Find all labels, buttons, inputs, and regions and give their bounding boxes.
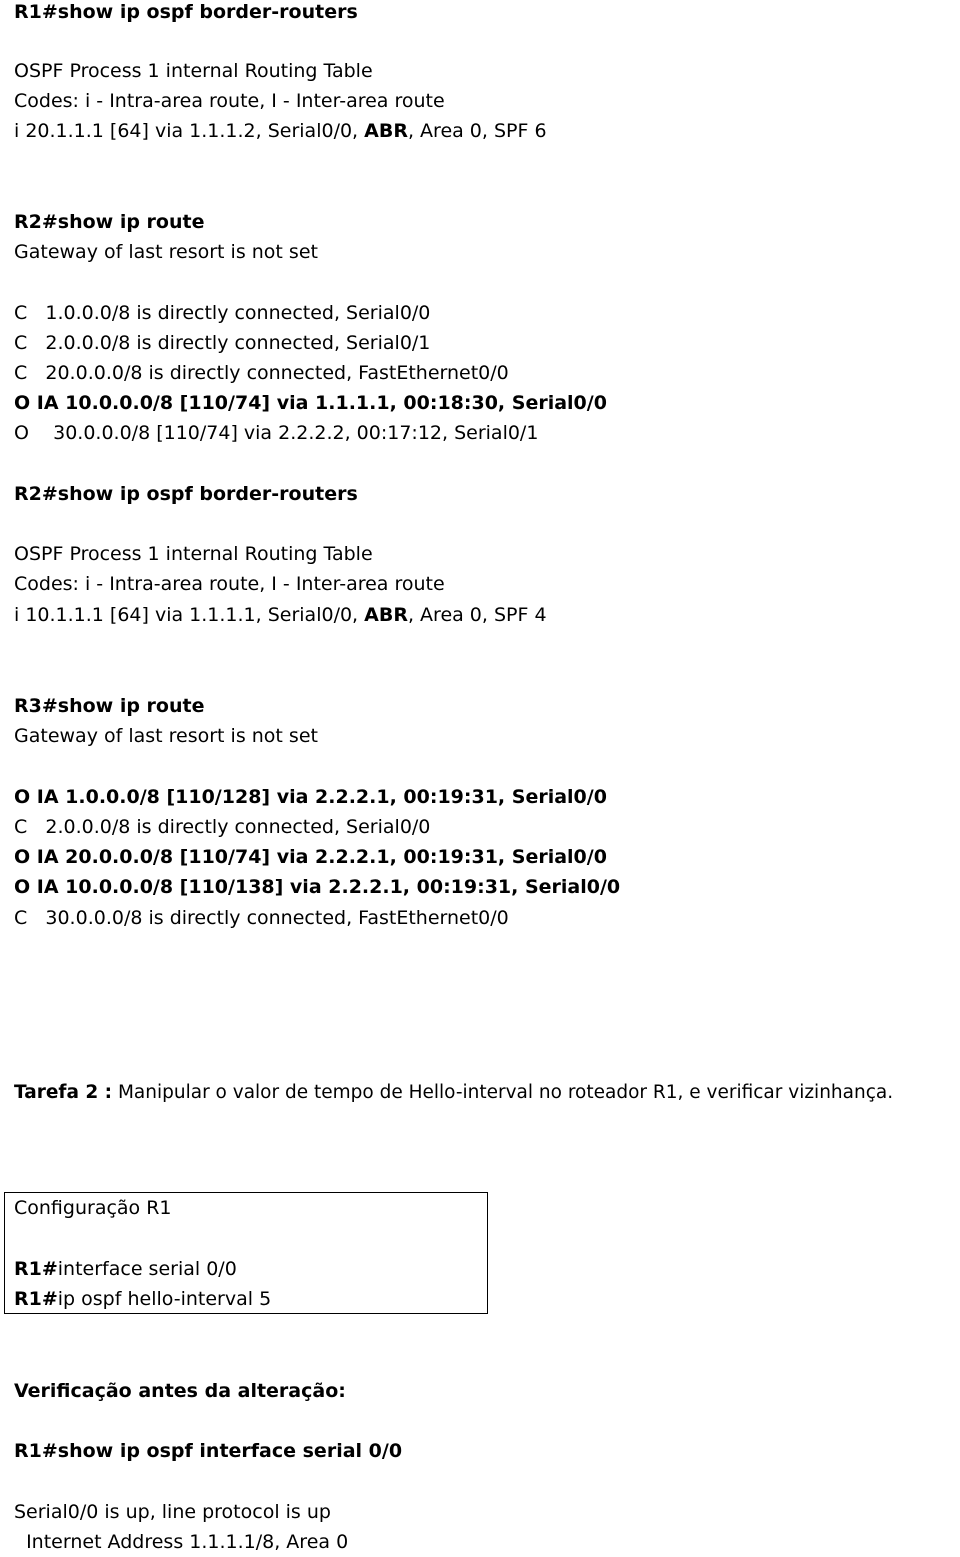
verification-status: Serial0/0 is up, line protocol is up	[14, 1501, 331, 1523]
config-command: R1#interface serial 0/0	[14, 1258, 237, 1280]
r3-route-line: C 2.0.0.0/8 is directly connected, Serial0/0	[14, 816, 431, 838]
config-command: R1#ip ospf hello-interval 5	[14, 1288, 272, 1310]
r2-border-codes: Codes: i - Intra-area route, I - Inter-area route	[14, 573, 445, 595]
config-box-title: Configuração R1	[14, 1197, 172, 1219]
r3-route-line: O IA 10.0.0.0/8 [110/138] via 2.2.2.1, 00:19:31, Serial0/0	[14, 876, 621, 898]
r1-border-table-title: OSPF Process 1 internal Routing Table	[14, 60, 373, 82]
r2-route-line: C 2.0.0.0/8 is directly connected, Serial0/1	[14, 332, 431, 354]
r1-border-codes: Codes: i - Intra-area route, I - Inter-area route	[14, 90, 445, 112]
r2-border-command: R2#show ip ospf border-routers	[14, 483, 358, 505]
task-2-line: Tarefa 2 : Manipular o valor de tempo de Hello-interval no roteador R1, e verificar vizinhança.	[14, 1082, 894, 1103]
verification-address: Internet Address 1.1.1.1/8, Area 0	[14, 1531, 349, 1553]
r3-route-gateway: Gateway of last resort is not set	[14, 725, 318, 747]
r3-route-line: C 30.0.0.0/8 is directly connected, FastEthernet0/0	[14, 907, 509, 929]
r2-route-line: C 20.0.0.0/8 is directly connected, FastEthernet0/0	[14, 362, 509, 384]
r1-border-entry: i 20.1.1.1 [64] via 1.1.1.2, Serial0/0, ABR, Area 0, SPF 6	[14, 120, 547, 142]
r2-route-command: R2#show ip route	[14, 211, 205, 233]
r2-route-line: O IA 10.0.0.0/8 [110/74] via 1.1.1.1, 00:18:30, Serial0/0	[14, 392, 607, 414]
verification-command: R1#show ip ospf interface serial 0/0	[14, 1440, 403, 1462]
r2-route-line: C 1.0.0.0/8 is directly connected, Serial0/0	[14, 302, 431, 324]
r3-route-command: R3#show ip route	[14, 695, 205, 717]
r2-route-gateway: Gateway of last resort is not set	[14, 241, 318, 263]
r3-route-line: O IA 20.0.0.0/8 [110/74] via 2.2.2.1, 00:19:31, Serial0/0	[14, 846, 607, 868]
r2-border-entry: i 10.1.1.1 [64] via 1.1.1.1, Serial0/0, ABR, Area 0, SPF 4	[14, 604, 547, 626]
verification-heading: Verificação antes da alteração:	[14, 1380, 346, 1402]
r2-border-table-title: OSPF Process 1 internal Routing Table	[14, 543, 373, 565]
r2-route-line: O 30.0.0.0/8 [110/74] via 2.2.2.2, 00:17:12, Serial0/1	[14, 422, 539, 444]
r1-border-command: R1#show ip ospf border-routers	[14, 1, 358, 23]
r3-route-line: O IA 1.0.0.0/8 [110/128] via 2.2.2.1, 00:19:31, Serial0/0	[14, 786, 607, 808]
